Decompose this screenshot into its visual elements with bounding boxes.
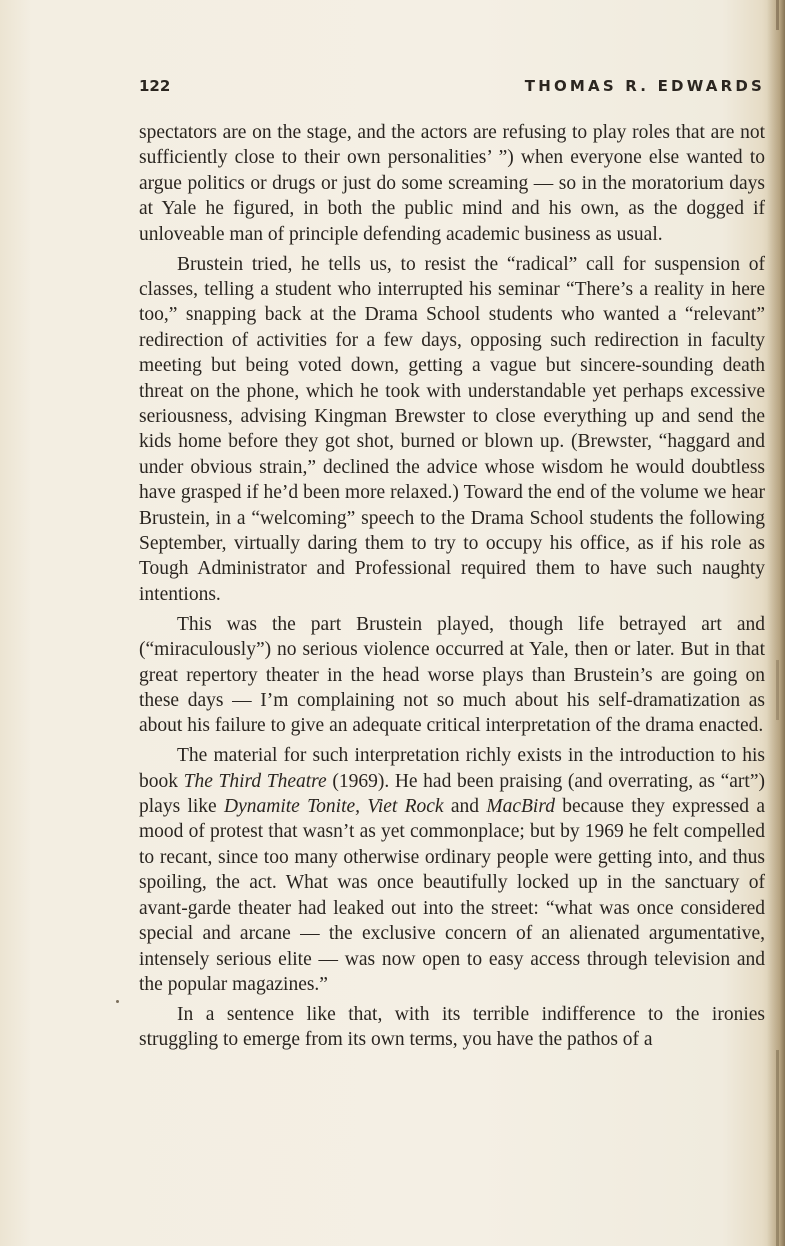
text-run: The material for such interpretation richly exists in the introduction to his book (139, 745, 765, 792)
page-number: 122 (139, 77, 171, 95)
page-edge-mark (776, 660, 779, 720)
text-run: and (443, 796, 487, 818)
text-run: spectators are on the stage, and the actors are refusing to play roles that are not sufficiently close to their own personalities’ ”) when everyone else wanted to argue politics or drugs or just do some screaming — so in the moratorium days at Yale he figured, in both the public mind and his own, as the dogged if unloveable man of principle defending academic business as usual. (139, 122, 765, 245)
running-head-author: THOMAS R. EDWARDS (524, 77, 765, 95)
body-text (139, 120, 765, 1057)
text-run: This was the part Brustein played, though life betrayed art and (“miraculously”) no serious violence occurred at Yale, then or later. But in that great repertory theater in the head worse plays than Brustein’s are going on these days — I’m complaining not so much about his self-dramatization as about his failure to give an adequate critical interpretation of the drama enacted. (139, 613, 765, 737)
paragraph-2 (139, 252, 765, 608)
text-run: because they expressed a mood of protest that wasn’t as yet commonplace; but by 1969 he felt compelled to recant, since too many otherwise ordinary people were getting into, and thus spoiling, the act. What was once beautifully locked up in the sanctuary of avant-garde theater had leaked out into the street: “what was once considered special and arcane — the exclusive concern of an alienated argumentative, intensely serious elite — was now open to easy access through television and the popular magazines.” (139, 796, 765, 995)
paragraph-5 (139, 1002, 765, 1053)
italic-title: The Third Theatre (183, 770, 327, 792)
italic-title: Dynamite Tonite, Viet Rock (224, 796, 444, 818)
italic-title: MacBird (486, 796, 555, 818)
paragraph-4 (139, 743, 765, 997)
paragraph-3 (139, 612, 765, 739)
margin-speck (116, 1000, 119, 1003)
paragraph-1 (139, 120, 765, 247)
page-edge-mark (776, 0, 779, 30)
text-run: In a sentence like that, with its terrible indifference to the ironies struggling to emerge from its own terms, you have the pathos of a (139, 1003, 765, 1051)
running-head (139, 77, 765, 101)
text-run: (1969). He had been praising (and overrating, as “art”) plays like (139, 770, 765, 818)
text-run: Brustein tried, he tells us, to resist the “radical” call for suspension of classes, telling a student who interrupted his seminar “There’s a reality in here too,” snapping back at the Drama School students who wanted a “relevant” redirection of activities for a few days, opposing such redirection in faculty meeting but being voted down, getting a vague but sincere-sounding death threat on the phone, which he took with understandable yet perhaps excessive seriousness, advising Kingman Brewster to close everything up and send the kids home before they got shot, burned or blown up. (Brewster, “haggard and under obvious strain,” declined the advice whose wisdom he would doubtless have grasped if he’d been more relaxed.) Toward the end of the volume we hear Brustein, in a “welcoming” speech to the Drama School students the following September, virtually daring them to try to occupy his office, as if his role as Tough Administrator and Professional required them to have such naughty intentions. (139, 253, 765, 605)
page-edge-mark (776, 1050, 779, 1246)
